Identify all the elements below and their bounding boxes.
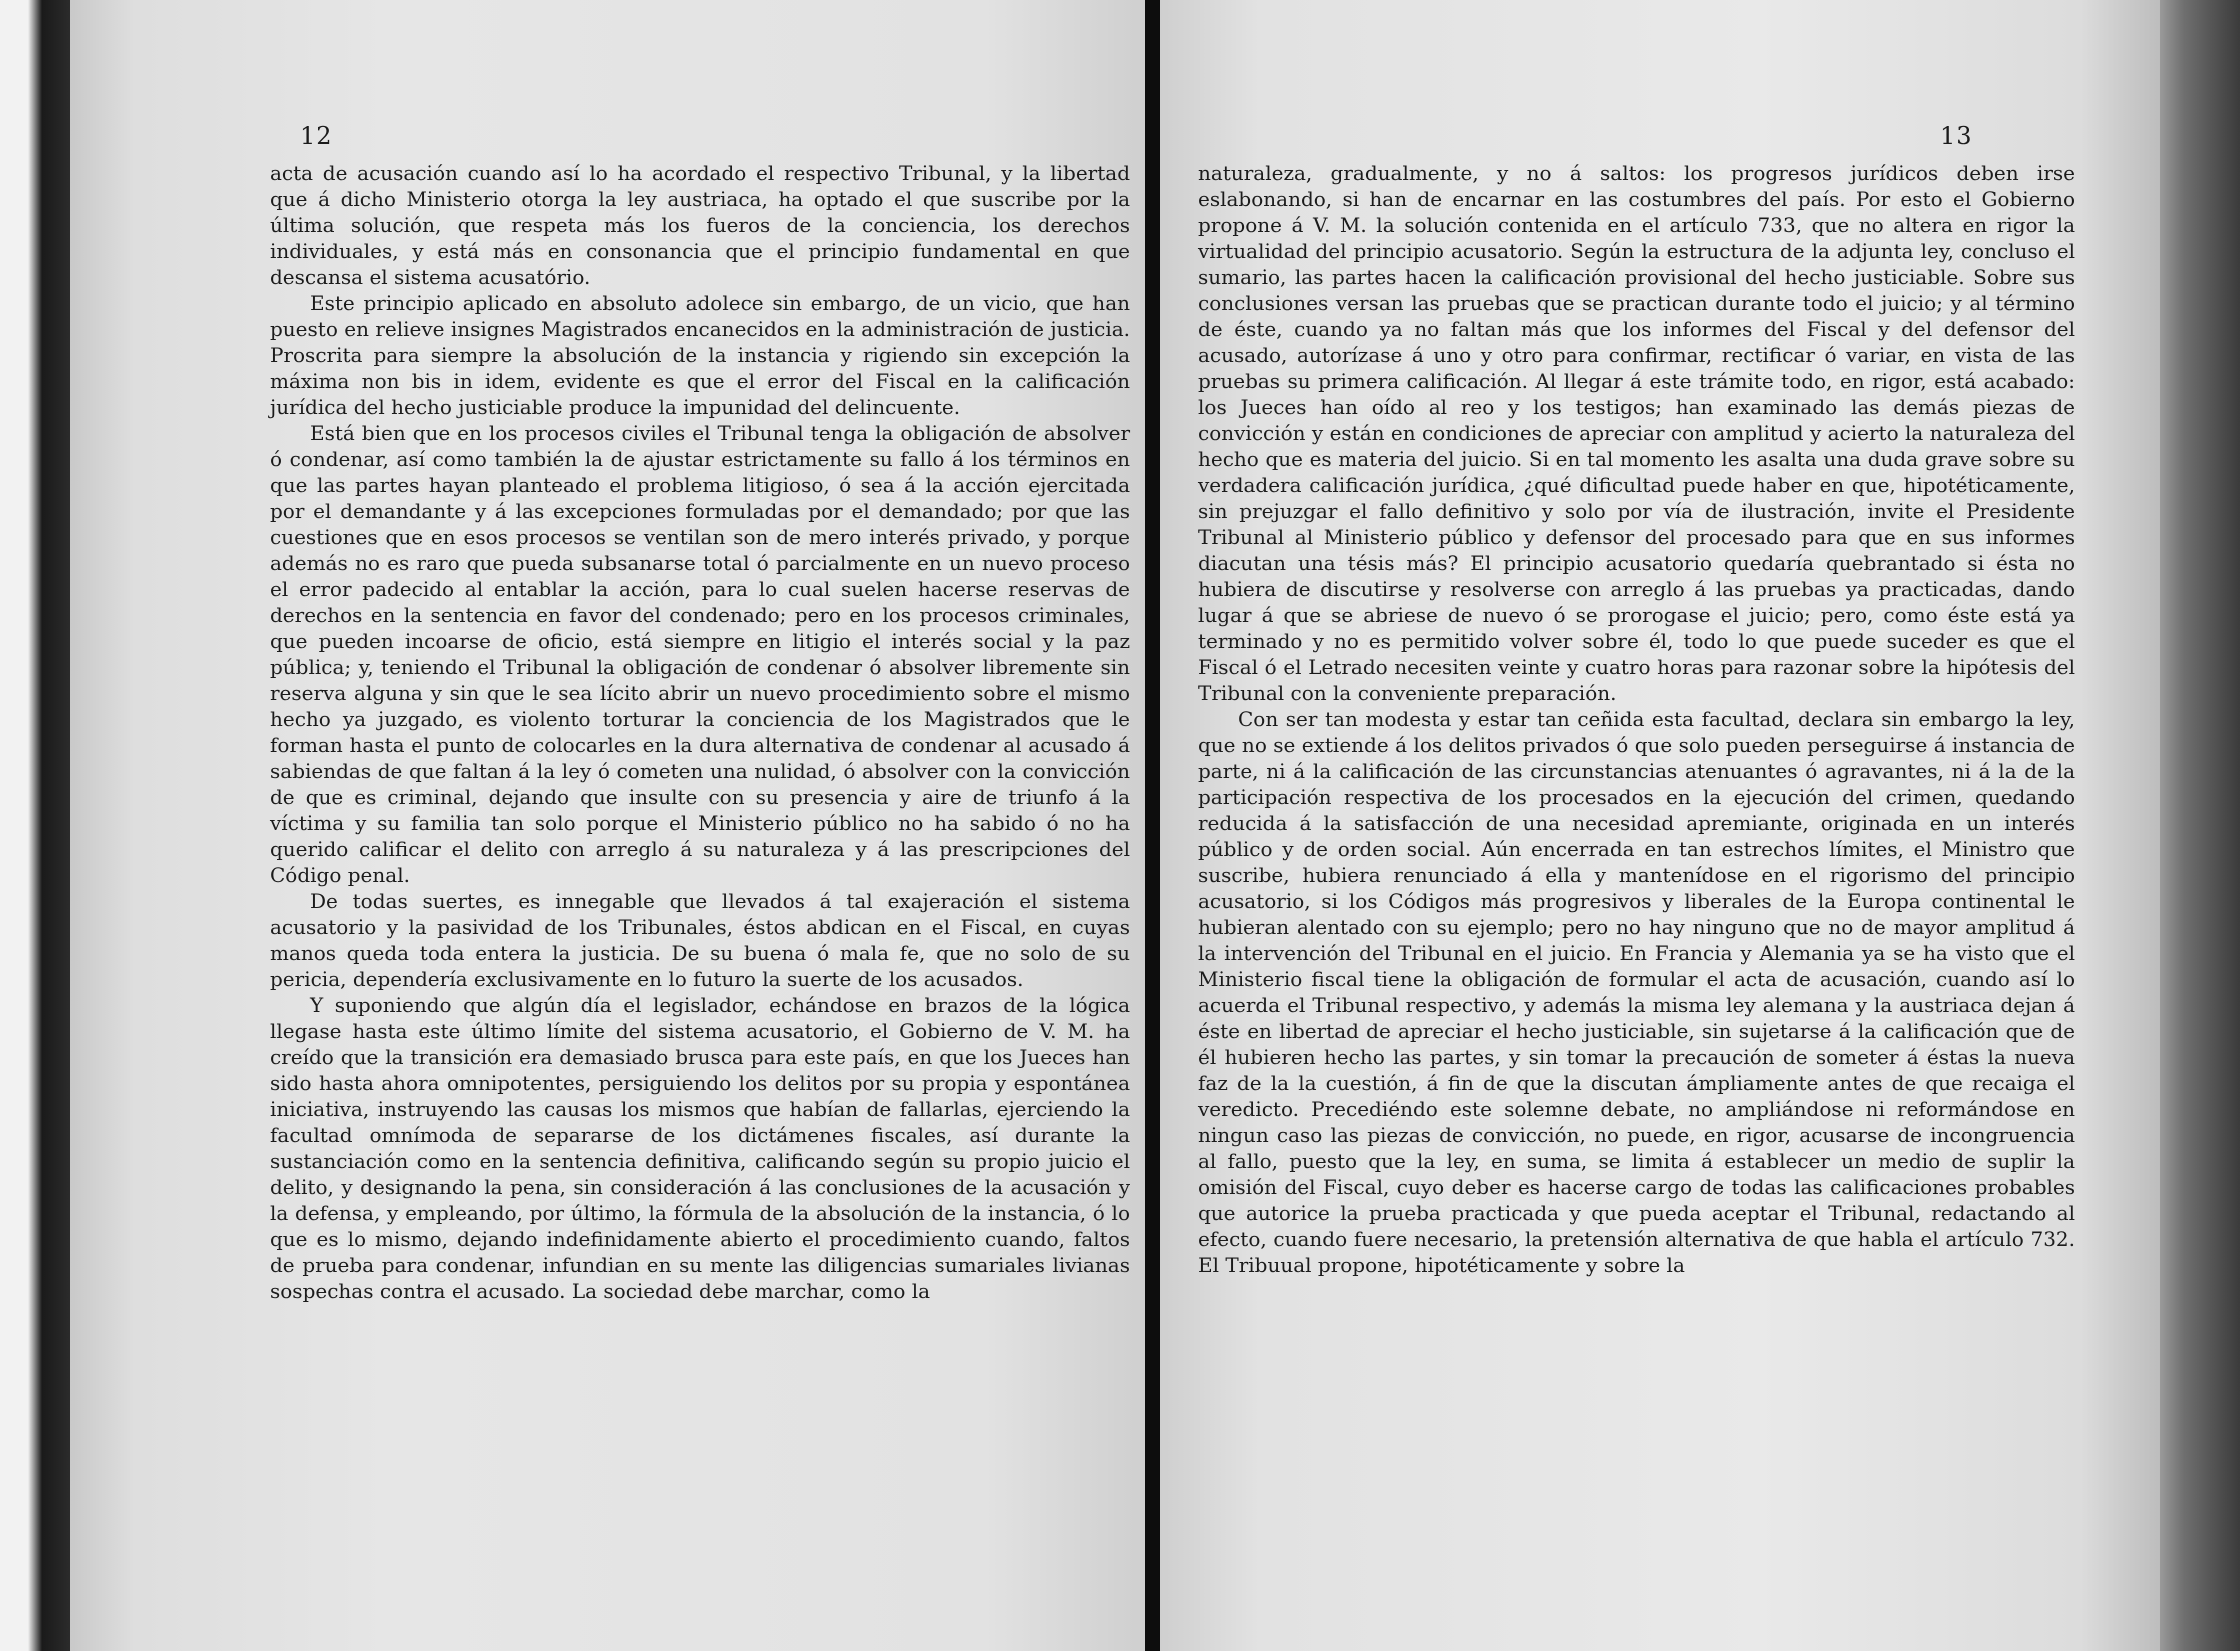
left-paragraph-5: Y suponiendo que algún día el legislador, echándose en brazos de la lógica llegase hasta este último límite del sistema acusatorio, el Gobierno de V. M. ha creído que la transición era demasiado brusca para este país, en que los Jueces han sido hasta ahora omnipotentes, persiguiendo los delitos por su propia y espontánea iniciativa, instruyendo las causas los mismos que habían de fallarlas, ejerciendo la facultad omnímoda de separarse de los dictámenes fiscales, así durante la sustanciación como en la sentencia definitiva, calificando según su propio juicio el delito, y designando la pena, sin consideración á las conclusiones de la acusación y la defensa, y empleando, por último, la fórmula de la absolución de la instancia, ó lo que es lo mismo, dejando indefinidamente abierto el procedimiento cuando, faltos de prueba para condenar, infundian en su mente las diligencias sumariales livianas sospechas contra el acusado. La sociedad debe marchar, como la bbox=[270, 993, 1130, 1303]
scan-left-edge bbox=[0, 0, 70, 1651]
left-paragraph-3: Está bien que en los procesos civiles el Tribunal tenga la obligación de absolver ó condenar, así como también la de ajustar estrictamente su fallo á los términos en que las partes hayan planteado el problema litigioso, ó sea á la acción ejercitada por el demandante y á las excepciones formuladas por el demandado; por que las cuestiones que en esos procesos se ventilan son de mero interés privado, y porque además no es raro que pueda subsanarse total ó parcialmente en un nuevo proceso el error padecido al entablar la acción, para lo cual suelen hacerse reservas de derechos en la sentencia en favor del condenado; pero en los procesos criminales, que pueden incoarse de oficio, está siempre en litigio el interés social y la paz pública; y, teniendo el Tribunal la obligación de condenar ó absolver libremente sin reserva alguna y sin que le sea lícito abrir un nuevo procedimiento sobre el mismo hecho ya juzgado, es violento torturar la conciencia de los Magistrados que le forman hasta el punto de colocarles en la dura alternativa de condenar al acusado á sabiendas de que faltan á la ley ó cometen una nulidad, ó absolver con la convicción de que es criminal, dejando que insulte con su presencia y aire de triunfo á la víctima y su familia tan solo porque el Ministerio público no ha sabido ó no ha querido calificar el delito con arreglo á su naturaleza y á las prescripciones del Código penal. bbox=[270, 421, 1130, 887]
right-paragraph-1: naturaleza, gradualmente, y no á saltos: los progresos jurídicos deben irse eslabonando, si han de encarnar en las costumbres del país. Por esto el Gobierno propone á V. M. la solución contenida en el artículo 733, que no altera en rigor la virtualidad del principio acusatorio. Según la estructura de la adjunta ley, concluso el sumario, las partes hacen la calificación provisional del hecho justiciable. Sobre sus conclusiones versan las pruebas que se practican durante todo el juicio; y al término de éste, cuando ya no faltan más que los informes del Fiscal y del defensor del acusado, autorízase á uno y otro para confirmar, rectificar ó variar, en vista de las pruebas su primera calificación. Al llegar á este trámite todo, en rigor, está acabado: los Jueces han oído al reo y los testigos; han examinado las demás piezas de convicción y están en condiciones de apreciar con amplitud y acierto la naturaleza del hecho que es materia del juicio. Si en tal momento les asalta una duda grave sobre su verdadera calificación jurídica, ¿qué dificultad puede haber en que, hipotéticamente, sin prejuzgar el fallo definitivo y solo por vía de ilustración, invite el Presidente Tribunal al Ministerio público y defensor del procesado para que en sus informes diacutan una tésis más? El principio acusatorio quedaría quebrantado si ésta no hubiera de discutirse y resolverse con arreglo á las pruebas ya practicadas, dando lugar á que se abriese de nuevo ó se prorogase el juicio; pero, como éste está ya terminado y no es permitido volver sobre él, todo lo que puede suceder es que el Fiscal ó el Letrado necesiten veinte y cuatro horas para razonar sobre la hipótesis del Tribunal con la conveniente preparación. bbox=[1198, 161, 2075, 705]
right-page-number: 13 bbox=[1940, 122, 1973, 150]
scan-right-edge bbox=[2160, 0, 2240, 1651]
left-paragraph-1: acta de acusación cuando así lo ha acordado el respectivo Tribunal, y la libertad que á dicho Ministerio otorga la ley austriaca, ha optado el que suscribe por la última solución, que respeta más los fueros de la conciencia, los derechos individuales, y está más en consonancia que el principio fundamental en que descansa el sistema acusatório. bbox=[270, 161, 1130, 289]
left-page-number: 12 bbox=[300, 122, 333, 150]
right-page bbox=[1160, 0, 2160, 1651]
right-paragraph-2: Con ser tan modesta y estar tan ceñida esta facultad, declara sin embargo la ley, que no se extiende á los delitos privados ó que solo pueden perseguirse á instancia de parte, ni á la calificación de las circunstancias atenuantes ó agravantes, ni á la de la participación respectiva de los procesados en la ejecución del crimen, quedando reducida á la satisfacción de una necesidad apremiante, originada en un interés público y de orden social. Aún encerrada en tan estrechos límites, el Ministro que suscribe, hubiera renunciado á ella y mantenídose en el rigorismo del principio acusatorio, si los Códigos más progresivos y liberales de la Europa continental le hubieran alentado con su ejemplo; pero no hay ninguno que no de mayor amplitud á la intervención del Tribunal en el juicio. En Francia y Alemania ya se ha visto que el Ministerio fiscal tiene la obligación de formular el acta de acusación, cuando así lo acuerda el Tribunal respectivo, y además la misma ley alemana y la austriaca dejan á éste en libertad de apreciar el hecho justiciable, sin sujetarse á la calificación que de él hubieren hecho las partes, y sin tomar la precaución de someter á éstas la nueva faz de la la cuestión, á fin de que la discutan ámpliamente antes de que recaiga el veredicto. Precediéndo este solemne debate, no ampliándose ni reformándose en ningun caso las piezas de convicción, no puede, en rigor, acusarse de incongruencia al fallo, puesto que la ley, en suma, se limita á establecer un medio de suplir la omisión del Fiscal, cuyo deber es hacerse cargo de todas las calificaciones probables que autorice la prueba practicada y que pueda aceptar el Tribunal, redactando al efecto, cuando fuere necesario, la pretensión alternativa de que habla el artículo 732. El Tribuual propone, hipotéticamente y sobre la bbox=[1198, 707, 2075, 1277]
book-gutter bbox=[1145, 0, 1160, 1651]
right-page-text bbox=[1198, 160, 2075, 1278]
left-page bbox=[70, 0, 1145, 1651]
left-paragraph-2: Este principio aplicado en absoluto adolece sin embargo, de un vicio, que han puesto en relieve insignes Magistrados encanecidos en la administración de justicia. Proscrita para siempre la absolución de la instancia y rigiendo sin excepción la máxima non bis in idem, evidente es que el error del Fiscal en la calificación jurídica del hecho justiciable produce la impunidad del delincuente. bbox=[270, 291, 1130, 419]
left-paragraph-4: De todas suertes, es innegable que llevados á tal exajeración el sistema acusatorio y la pasividad de los Tribunales, éstos abdican en el Fiscal, en cuyas manos queda toda entera la justicia. De su buena ó mala fe, que no solo de su pericia, dependería exclusivamente en lo futuro la suerte de los acusados. bbox=[270, 889, 1130, 991]
left-page-text bbox=[270, 160, 1130, 1304]
